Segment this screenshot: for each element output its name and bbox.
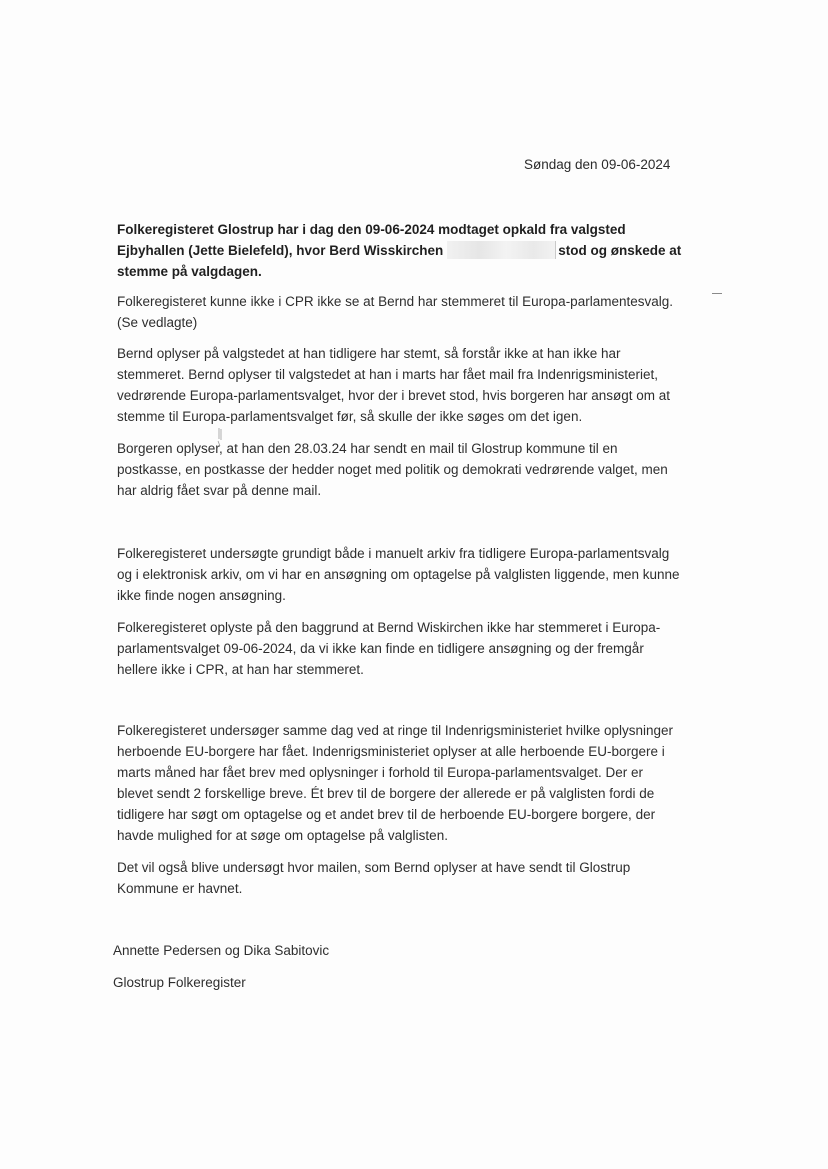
paragraph-line: havde mulighed for at søge om optagelse på valglisten.: [117, 828, 448, 843]
paragraph-line: og i elektronisk arkiv, om vi har en ansøgning om optagelse på valglisten liggende, men kunne: [117, 567, 680, 582]
signature-office: Glostrup Folkeregister: [113, 975, 246, 990]
paragraph-followup: [117, 857, 717, 899]
paragraph-email: [117, 438, 717, 501]
paragraph-archive: [117, 543, 717, 606]
paragraph-line: (Se vedlagte): [117, 315, 198, 330]
paragraph-line: marts måned har fået brev med oplysninger i forhold til Europa-parlamentsvalget. Der er: [117, 765, 643, 780]
paragraph-line: postkasse, en postkasse der hedder noget med politik og demokrati vedrørende valget, men: [117, 462, 668, 477]
paragraph-line: Bernd oplyser på valgstedet at han tidligere har stemt, så forstår ikke at han ikke har: [117, 346, 621, 361]
paragraph-line: Borgeren oplyser, at han den 28.03.24 har sendt en mail til Glostrup kommune til en: [117, 441, 618, 456]
paragraph-line: Folkeregisteret undersøgte grundigt både i manuelt arkiv fra tidligere Europa-parlamentsvalg: [117, 546, 670, 561]
paragraph-line: hellere ikke i CPR, at han har stemmeret.: [117, 662, 364, 677]
paragraph-line: parlamentsvalget 09-06-2024, da vi ikke kan finde en tidligere ansøgning og der fremgår: [117, 641, 644, 656]
paragraph-line: vedrørende Europa-parlamentsvalget, hvor der i brevet stod, hvis borgeren har ansøgt om at: [117, 388, 671, 403]
paragraph-line: Folkeregisteret undersøger samme dag ved at ringe til Indenrigsministeriet hvilke oplysninger: [117, 723, 674, 738]
paragraph-line: stemme til Europa-parlamentsvalget før, så skulle der ikke søges om det igen.: [117, 409, 583, 424]
letter-date: Søndag den 09-06-2024: [524, 157, 671, 172]
paragraph-line: stemmeret. Bernd oplyser til valgstedet at han i marts har fået mail fra Indenrigsministeriet,: [117, 367, 658, 382]
paragraph-decision: [117, 617, 717, 680]
headline-line: stemme på valgdagen.: [117, 264, 262, 279]
paragraph-line: blevet sendt 2 forskellige breve. Ét brev til de borgere der allerede er på valglisten fordi de: [117, 786, 655, 801]
headline-line: [117, 240, 717, 261]
redaction-block: [447, 241, 556, 259]
paragraph-line: Folkeregisteret oplyste på den baggrund at Bernd Wiskirchen ikke har stemmeret i Europa-: [117, 620, 661, 635]
paragraph-line: ikke finde nogen ansøgning.: [117, 588, 286, 603]
paragraph-bernd-statement: [117, 343, 717, 427]
paragraph-line: tidligere har søgt om optagelse og et andet brev til de herboende EU-borgere borgere, der: [117, 807, 656, 822]
paragraph-ministry: [117, 720, 717, 846]
paragraph-line: herboende EU-borgere har fået. Indenrigsministeriet oplyser at alle herboende EU-borgere i: [117, 744, 665, 759]
headline: [117, 219, 717, 282]
signature-names: Annette Pedersen og Dika Sabitovic: [113, 943, 330, 958]
paragraph-line: Folkeregisteret kunne ikke i CPR ikke se at Bernd har stemmeret til Europa-parlamentesvalg.: [117, 294, 673, 309]
paragraph-line: Det vil også blive undersøgt hvor mailen, som Bernd oplyser at have sendt til Glostrup: [117, 860, 631, 875]
headline-line: Folkeregisteret Glostrup har i dag den 09-06-2024 modtaget opkald fra valgsted: [117, 222, 626, 237]
headline-text: Ejbyhallen (Jette Bielefeld), hvor Berd Wisskirchen: [117, 243, 444, 258]
paragraph-line: har aldrig fået svar på denne mail.: [117, 483, 322, 498]
headline-text: stod og ønskede at: [558, 243, 682, 258]
paragraph-cpr: [117, 291, 717, 333]
paragraph-line: Kommune er havnet.: [117, 881, 243, 896]
